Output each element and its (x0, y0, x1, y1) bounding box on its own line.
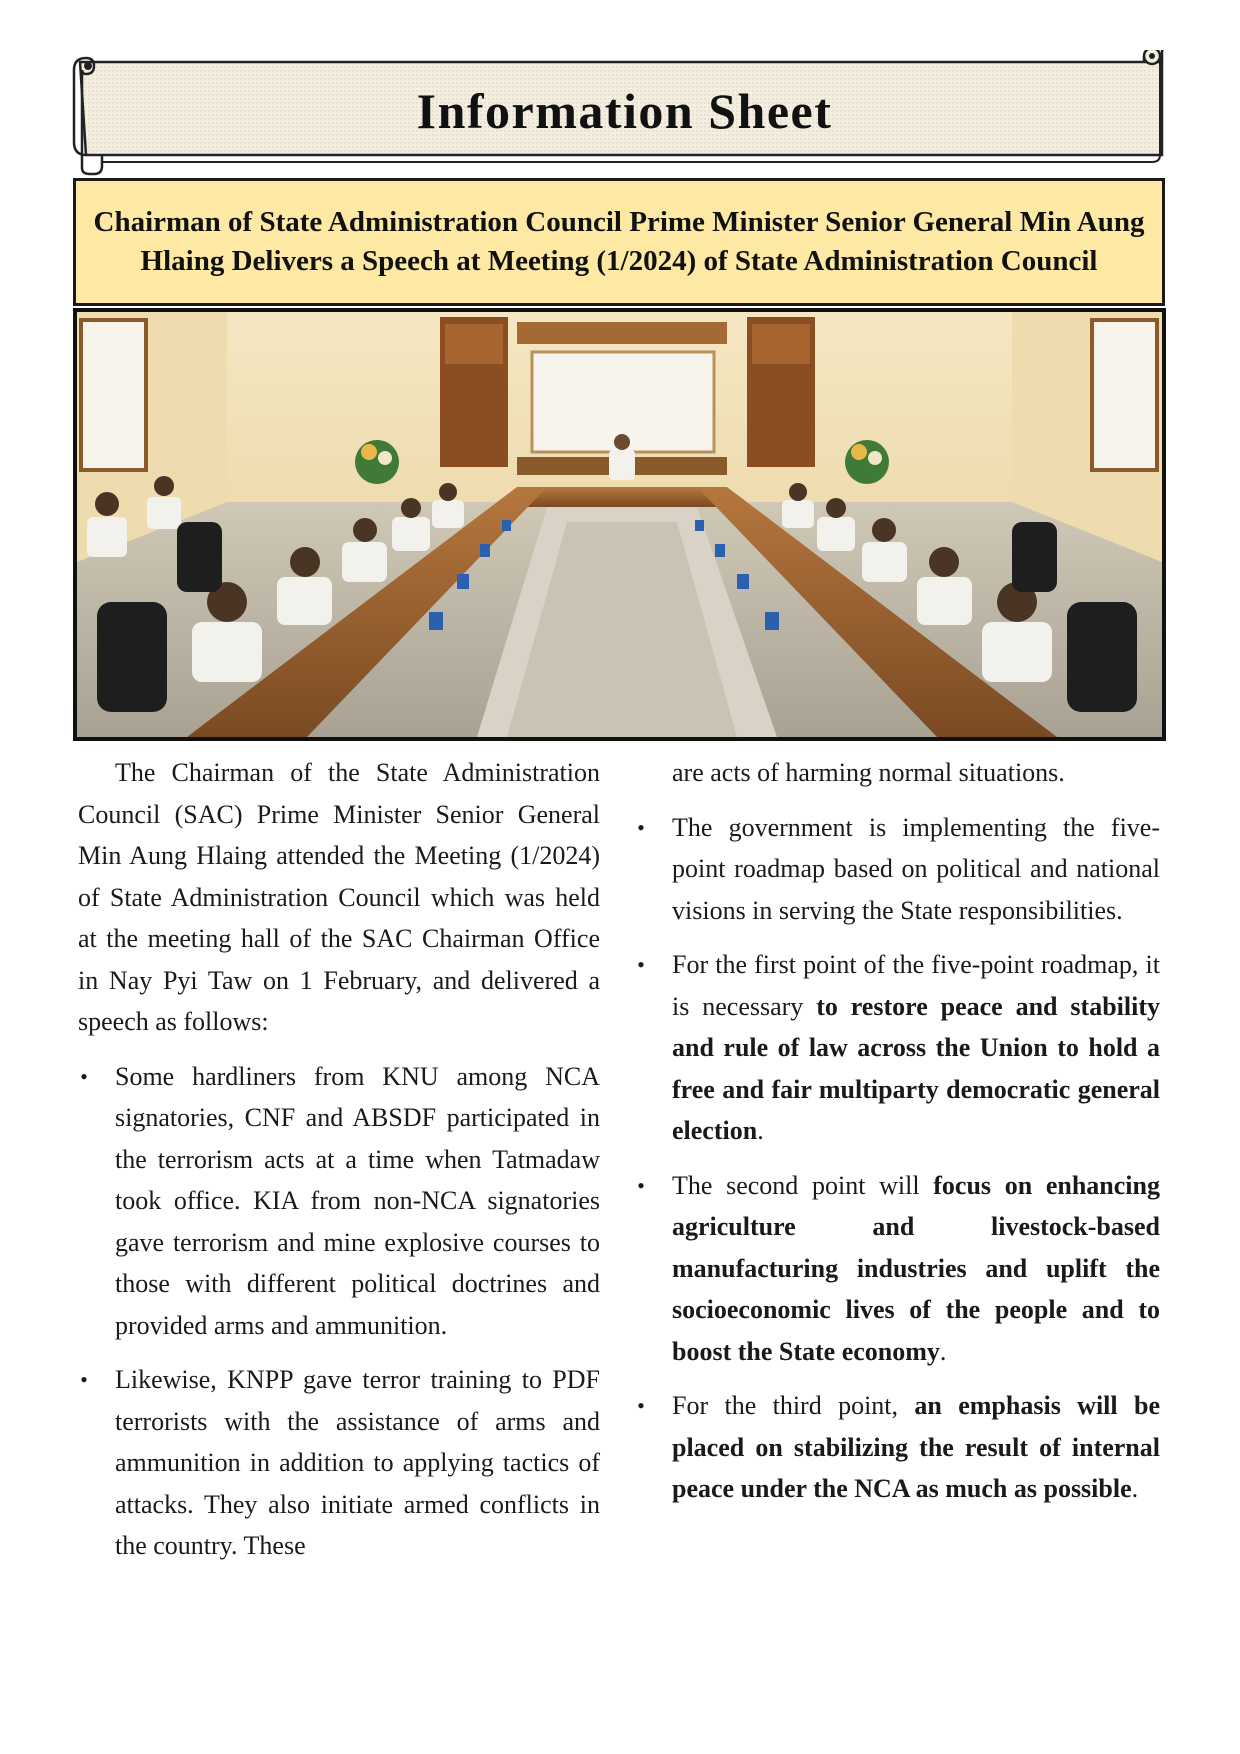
bullet-icon: • (637, 1172, 645, 1198)
meeting-hall-illustration (77, 312, 1162, 737)
bullet-icon: • (637, 1393, 645, 1418)
bullet-icon: • (637, 814, 645, 840)
bullet-text: For the first point of the five-point roadmap, it is necessary (672, 950, 1160, 1021)
list-item (635, 1165, 1160, 1373)
continuation-text: are acts of harming normal situations. (672, 758, 1065, 787)
bullet-end: . (1131, 1474, 1139, 1503)
bullet-text: Likewise, KNPP gave terror training to PDF terrorists with the assistance of arms and ammunition in addition to applying tactics of attacks. They also initiate armed conflicts in the country. These (115, 1365, 600, 1560)
bullet-end: . (757, 1116, 764, 1145)
list-item (635, 944, 1160, 1152)
list-item (78, 1056, 600, 1347)
bullet-text: The government is implementing the five-point roadmap based on political and national visions in serving the State responsibilities. (672, 812, 1160, 925)
title-banner (72, 50, 1177, 180)
right-column (635, 752, 1160, 1523)
left-bullet-list (78, 1056, 600, 1567)
bullet-icon: • (637, 952, 645, 977)
bullet-emphasis: to restore peace and stability and rule of law across the Union to hold a free and fair multiparty democratic general election (672, 991, 1160, 1145)
list-item (635, 807, 1160, 932)
bullet-end: . (939, 1336, 947, 1366)
list-item (78, 1359, 600, 1567)
page-title: Information Sheet (416, 83, 833, 139)
bullet-text: For the third point, (672, 1391, 915, 1420)
bullet-icon: • (80, 1367, 88, 1392)
bullet-icon: • (80, 1063, 88, 1089)
bullet-emphasis: an emphasis will be placed on stabilizing the result of internal peace under the NCA as much as possible (672, 1391, 1160, 1503)
headline-box (73, 178, 1165, 306)
left-column (78, 752, 600, 1580)
list-item (635, 1385, 1160, 1510)
bullet-emphasis: focus on enhancing agriculture and livestock-based manufacturing industries and uplift the socioeconomic lives of the people and to boost the State economy (672, 1170, 1160, 1366)
headline-text: Chairman of State Administration Council Prime Minister Senior General Min Aung Hlaing Delivers a Speech at Meeting (1/2024) of State Administration Council (93, 206, 1145, 277)
right-bullet-list (635, 807, 1160, 1510)
bullet-text: Some hardliners from KNU among NCA signatories, CNF and ABSDF participated in the terrorism acts at a time when Tatmadaw took office. KIA from non-NCA signatories gave terrorism and mine explosive courses to those with different political doctrines and provided arms and ammunition. (115, 1061, 600, 1340)
intro-paragraph: The Chairman of the State Administration Council (SAC) Prime Minister Senior General Min Aung Hlaing attended the Meeting (1/2024) of State Administration Council which was held at the meeting hall of the SAC Chairman Office in Nay Pyi Taw on 1 February, and delivered a speech as follows: (78, 758, 600, 1036)
meeting-photo (73, 308, 1166, 741)
bullet-text: The second point will (672, 1170, 934, 1200)
